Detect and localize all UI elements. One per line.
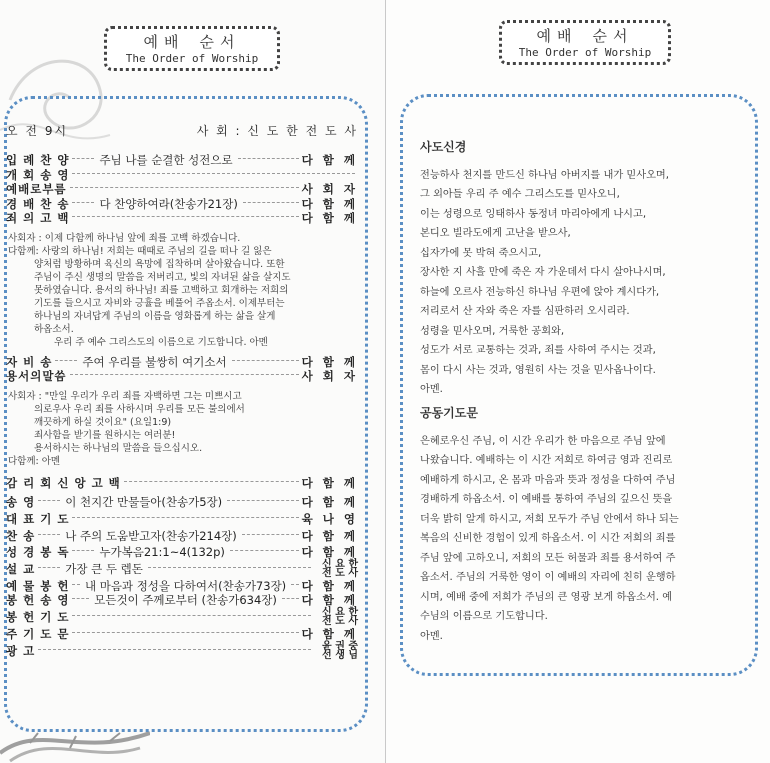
order-item-person: 다 함 께 [301, 528, 358, 543]
title-english-right: The Order of Worship [518, 46, 652, 59]
order-item-name: 입 례 찬 양 [6, 153, 70, 168]
text-line: 나왔습니다. 예배하는 이 시간 저희로 하여금 영과 진리로 [420, 455, 673, 466]
order-rows-top [6, 153, 358, 226]
text-line: 죄사함을 받기를 원하시는 여러분! [34, 429, 176, 441]
order-item-desc: 주여 우리를 불쌍히 여기소서 [82, 354, 227, 369]
order-item-person: 다 함 께 [301, 495, 358, 509]
order-item-name: 대 표 기 도 [6, 511, 70, 526]
text-line: 하나님의 자녀답게 주님의 이름을 영화롭게 하는 삶을 살게 [34, 310, 276, 322]
order-row [6, 526, 358, 545]
leader-dashes [72, 201, 94, 203]
confession-text [8, 232, 358, 349]
text-line: 우리 주 예수 그리스도의 이름으로 기도합니다. 아멘 [54, 336, 268, 348]
order-item-desc: 이 천지간 만물들아(찬송가5장) [65, 495, 223, 509]
title-english: The Order of Worship [125, 52, 259, 65]
leader-dashes [291, 583, 299, 585]
order-item-name: 예배로부름 [6, 182, 67, 197]
order-row [6, 355, 358, 370]
leader-dashes [282, 597, 299, 599]
service-leader: 사 회 : 신 도 한 전 도 사 [196, 124, 358, 138]
text-line: 깨끗하게 하실 것이요" (요일1:9) [34, 416, 172, 428]
text-line: 성도가 서로 교통하는 것과, 죄를 사하여 주시는 것과, [420, 345, 656, 356]
text-line: 아멘. [420, 630, 443, 642]
order-row [6, 168, 358, 183]
order-row [6, 560, 358, 579]
leader-dashes [38, 648, 311, 650]
order-item-name: 성 경 봉 독 [6, 545, 70, 560]
order-item-name: 찬 송 [6, 528, 36, 543]
leader-dashes [232, 359, 299, 361]
order-item-name: 자 비 송 [6, 354, 53, 369]
order-item-name: 감 리 회 신 앙 고 백 [6, 476, 121, 490]
service-header [6, 122, 358, 139]
leader-dashes [38, 499, 60, 501]
text-line: 몸이 다시 사는 것과, 영원히 사는 것을 믿사옵나이다. [420, 364, 656, 376]
text-line: 시며, 예배 중에 저희가 주님의 큰 영광 보게 하옵소서. 예 [420, 591, 673, 603]
leader-dashes [238, 157, 299, 159]
leader-dashes [55, 359, 77, 361]
text-line: 은혜로우신 주님, 이 시간 우리가 한 마음으로 주님 앞에 [420, 435, 666, 447]
leader-dashes [72, 516, 298, 518]
leader-dashes [72, 157, 94, 159]
apostles-creed [420, 138, 740, 400]
order-row [6, 153, 358, 168]
order-item-person: 신 요 한 전 도 사 [322, 607, 358, 627]
order-item-person: 사 회 자 [301, 182, 358, 197]
text-line: 용서하시는 하나님의 말씀을 들으십시오. [34, 442, 203, 454]
text-line: 기도를 들으시고 자비와 긍휼을 베풀어 주옵소서. 이제부터는 [34, 297, 285, 309]
order-row [6, 579, 358, 594]
order-row [6, 545, 358, 560]
worship-order [6, 122, 358, 660]
leader-dashes [124, 480, 299, 482]
order-item-desc: 누가복음21:1~4(132p) [99, 545, 225, 560]
order-item-person: 다 함 께 [301, 626, 358, 641]
order-item-desc: 모든것이 주께로부터 (찬송가634장) [94, 593, 277, 608]
order-item-person: 윤 권 중 선 생 님 [322, 640, 358, 661]
creed-title: 사도신경 [420, 140, 467, 154]
order-item-name: 봉 헌 기 도 [6, 610, 70, 624]
order-item-name: 송 영 [6, 495, 36, 509]
order-item-name: 광 고 [6, 643, 36, 658]
text-line: 하옵소서. [34, 323, 74, 335]
order-row [6, 627, 358, 642]
leader-dashes [72, 172, 355, 174]
leader-dashes [72, 583, 80, 585]
order-item-person: 사 회 자 [301, 369, 358, 384]
leader-dashes [72, 631, 298, 633]
text-line: 예배하게 하시고, 온 몸과 마음과 뜻과 정성을 다하여 주님 [420, 474, 676, 486]
order-row [6, 369, 358, 384]
text-line: 못하였습니다. 용서의 하나님! 죄를 고백하고 회개하는 저희의 [34, 284, 289, 296]
text-line: 십자가에 못 박혀 죽으시고, [420, 247, 542, 259]
order-row [6, 512, 358, 527]
text-line: 복음의 신비한 경험이 있게 하옵소서. 이 시간 저희의 죄를 [420, 533, 676, 544]
order-item-name: 주 기 도 문 [6, 626, 70, 641]
text-line: 전능하사 천지를 만드신 하나님 아버지를 내가 믿사오며, [420, 169, 670, 181]
order-item-person: 다 함 께 [301, 196, 358, 211]
order-item-desc: 가장 큰 두 렙돈 [65, 562, 143, 576]
text-line: 장사한 지 사흘 만에 죽은 자 가운데서 다시 살아나시며, [420, 267, 666, 278]
leader-dashes [38, 533, 60, 535]
title-box-right [499, 20, 671, 65]
order-item-name: 봉 헌 송 영 [6, 593, 70, 608]
text-line: 성령을 믿사오며, 거룩한 공회와, [420, 325, 565, 337]
leader-dashes [70, 373, 299, 375]
order-item-name: 경 배 찬 송 [6, 196, 70, 211]
leader-dashes [72, 597, 89, 599]
order-item-desc: 주님 나를 순결한 성전으로 [99, 153, 233, 168]
prayer-lines [420, 432, 740, 647]
title-korean: 예배 순서 [143, 33, 241, 51]
order-row [6, 641, 358, 660]
text-line: 수님의 이름으로 기도합니다. [420, 611, 548, 622]
text-line: 양처럼 방황하며 육신의 욕망에 집착하며 살아왔습니다. 또한 [34, 258, 285, 270]
order-row [6, 593, 358, 608]
order-item-desc: 나 주의 도움받고자(찬송가214장) [65, 528, 237, 543]
order-item-name: 예 물 봉 헌 [6, 578, 70, 593]
order-item-name: 설 교 [6, 562, 36, 576]
text-line: 주님이 주신 생명의 말씀을 저버리고, 빛의 자녀된 삶을 살지도 [34, 271, 291, 283]
order-item-name: 개 회 송 영 [6, 167, 70, 182]
leader-dashes [70, 186, 299, 188]
leader-dashes [72, 215, 298, 217]
pardon-text [8, 390, 358, 468]
leader-dashes [148, 566, 311, 568]
order-rows-bottom [6, 474, 358, 661]
order-row [6, 182, 358, 197]
title-box [104, 26, 280, 71]
text-line: 사회자 : "만일 우리가 우리 죄를 자백하면 그는 미쁘시고 [8, 390, 242, 402]
title-korean-right: 예배 순서 [536, 27, 634, 45]
order-item-person: 다 함 께 [301, 578, 359, 593]
order-item-name: 죄 의 고 백 [6, 211, 70, 226]
text-line: 아멘. [420, 384, 443, 395]
text-line: 이는 성령으로 잉태하사 동정녀 마리아에게 나시고, [420, 208, 647, 220]
text-line: 다함께: 사랑의 하나님! 저희는 때때로 주님의 길을 떠나 길 잃은 [8, 245, 272, 257]
text-line: 그 외아들 우리 주 예수 그리스도를 믿사오니, [420, 189, 620, 200]
order-row [6, 608, 358, 627]
order-item-person: 육 나 영 [301, 511, 358, 526]
leader-dashes [230, 549, 299, 551]
leader-dashes [38, 566, 60, 568]
order-item-desc: 다 찬양하여라(찬송가21장) [99, 196, 238, 211]
common-prayer [420, 404, 740, 646]
text-line: 사회자 : 이제 다함께 하나님 앞에 죄를 고백 하겠습니다. [8, 232, 241, 244]
order-item-person: 다 함 께 [301, 593, 359, 608]
leader-dashes [72, 614, 311, 616]
leader-dashes [72, 549, 94, 551]
creed-lines [420, 166, 740, 400]
order-item-name: 용서의말씀 [6, 369, 67, 384]
service-time: 오 전 9시 [6, 124, 69, 138]
text-line: 본디오 빌라도에게 고난을 받으사, [420, 228, 571, 239]
leader-dashes [243, 201, 299, 203]
order-row [6, 211, 358, 226]
text-line: 하늘에 오르사 전능하신 하나님 우편에 앉아 계시다가, [420, 286, 660, 298]
order-item-person: 다 함 께 [301, 476, 358, 490]
text-line: 경배하게 하옵소서. 이 예배를 통하여 주님의 깊으신 뜻을 [420, 494, 673, 505]
order-item-person: 다 함 께 [301, 545, 358, 560]
leader-dashes [227, 499, 299, 501]
text-line: 저리로서 산 자와 죽은 자를 심판하러 오시리라. [420, 306, 630, 317]
text-line: 옵소서. 주님의 거룩한 영이 이 예배의 자리에 친히 운행하 [420, 572, 676, 583]
leader-dashes [242, 533, 299, 535]
text-line: 더욱 밝히 알게 하시고, 저희 모두가 주님 안에서 하나 되는 [420, 513, 679, 525]
text-line: 주님 앞에 고하오니, 저희의 모든 허물과 죄를 용서하여 주 [420, 552, 676, 564]
text-line: 다함께: 아멘 [8, 455, 61, 467]
order-item-person: 다 함 께 [301, 211, 358, 226]
order-row [6, 197, 358, 212]
text-line: 의로우사 우리 죄를 사하시며 우리를 모든 불의에서 [34, 403, 245, 415]
order-item-person: 다 함 께 [301, 354, 358, 369]
order-row [6, 493, 358, 512]
order-rows-mid [6, 355, 358, 384]
right-page [385, 0, 770, 763]
order-item-person: 신 요 한 전 도 사 [322, 559, 358, 579]
order-row [6, 474, 358, 493]
order-item-desc: 내 마음과 정성을 다하여서(찬송가73장) [84, 578, 287, 593]
prayer-title: 공동기도문 [420, 406, 478, 420]
order-item-person: 다 함 께 [301, 153, 358, 168]
